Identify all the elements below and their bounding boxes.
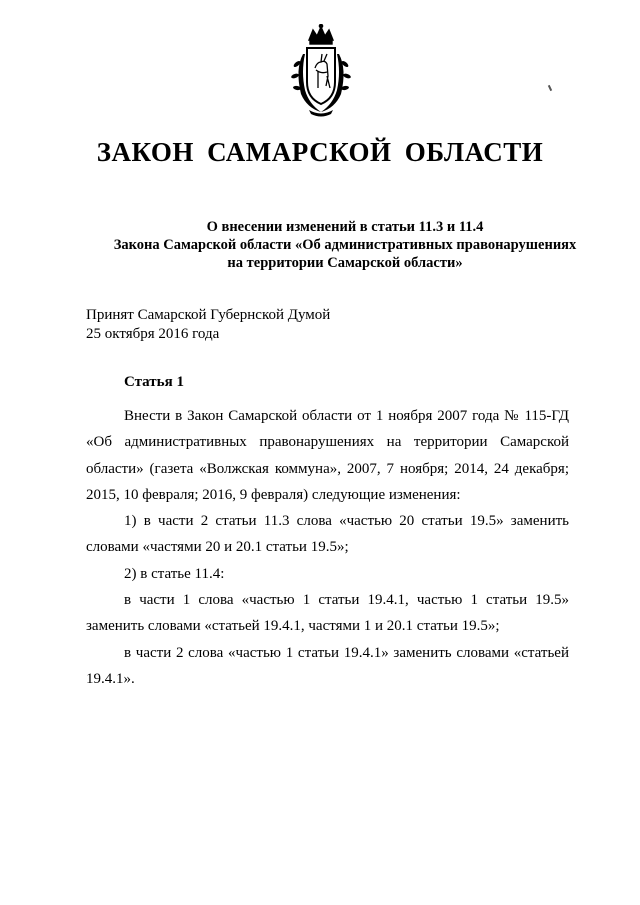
article-line: Внести в Закон Самарской области от 1 ноября 2007 года № 115-ГД bbox=[124, 408, 569, 424]
article-line: области» (газета «Волжская коммуна», 2007, 7 ноября; 2014, 24 декабря; bbox=[86, 460, 569, 477]
adoption-note bbox=[86, 306, 330, 344]
subtitle-line: Закона Самарской области «Об административных правонарушениях bbox=[113, 237, 577, 253]
adoption-body: Принят Самарской Губернской Думой bbox=[86, 307, 331, 323]
article-body bbox=[86, 403, 569, 692]
article-heading: Статья 1 bbox=[124, 374, 184, 390]
samara-coat-of-arms-icon bbox=[283, 24, 359, 118]
article-line: 19.4.1». bbox=[86, 670, 135, 687]
adoption-date: 25 октября 2016 года bbox=[86, 326, 220, 342]
subtitle-line: на территории Самарской области» bbox=[227, 255, 463, 271]
law-subtitle bbox=[60, 218, 630, 272]
article-line: заменить словами «статьей 19.4.1, частями 1 и 20.1 статьи 19.5»; bbox=[86, 618, 500, 635]
article-line: в части 2 слова «частью 1 статьи 19.4.1» заменить словами «статьей bbox=[124, 644, 569, 661]
article-line: словами «частями 20 и 20.1 статьи 19.5»; bbox=[86, 539, 349, 556]
article-line: в части 1 слова «частью 1 статьи 19.4.1, частью 1 статьи 19.5» bbox=[124, 592, 569, 609]
law-title: ЗАКОН САМАРСКОЙ ОБЛАСТИ bbox=[96, 137, 544, 167]
subtitle-line: О внесении изменений в статьи 11.3 и 11.4 bbox=[206, 219, 484, 235]
article-line: 1) в части 2 статьи 11.3 слова «частью 20 статьи 19.5» заменить bbox=[124, 513, 569, 530]
article-line: 2015, 10 февраля; 2016, 9 февраля) следующие изменения: bbox=[86, 486, 461, 503]
article-line: «Об административных правонарушениях на территории Самарской bbox=[86, 434, 569, 451]
article-line: 2) в статье 11.4: bbox=[124, 565, 225, 582]
scan-speck bbox=[548, 85, 552, 91]
